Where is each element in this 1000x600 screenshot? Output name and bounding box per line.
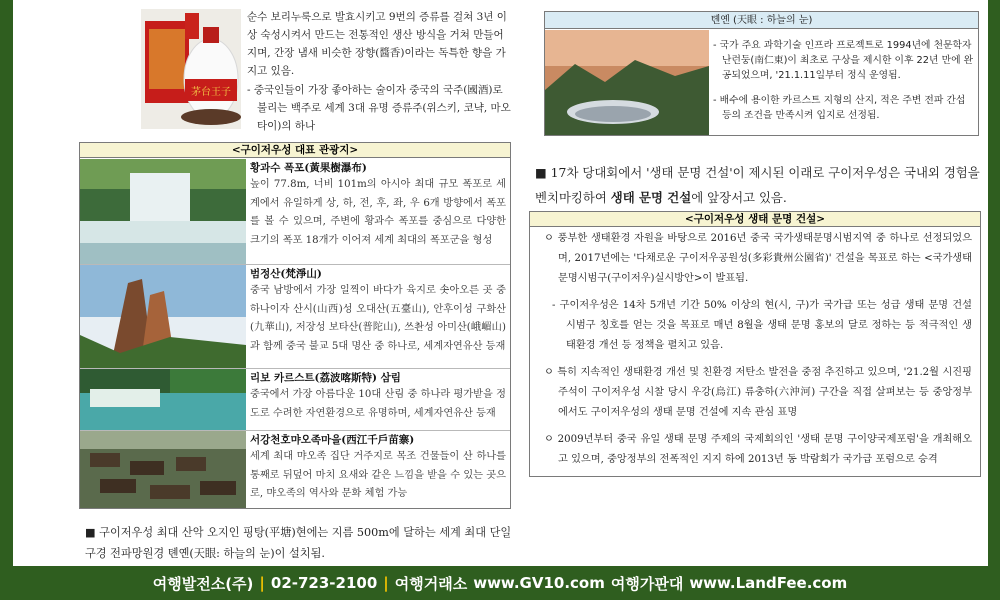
attraction-desc: 중국에서 가장 아름다운 10대 산림 중 하나라 평가받을 정도로 수려한 자연환경으로 유명하며, 세계자연유산 등재: [250, 389, 506, 419]
attraction-desc: 세계 최대 먀오족 집단 거주지로 목조 건물들이 산 하나를 통째로 뒤덮어 마치 요새와 같은 느낌을 받을 수 있는 곳으로, 먀오족의 역사와 문화 체험 가능: [250, 451, 506, 499]
telescope-image: [545, 30, 709, 135]
intro-text-bold: 생태 문명 건설: [610, 190, 692, 205]
tianyan-title: 톈옌 (天眼 : 하늘의 눈): [545, 12, 978, 29]
liquor-label-text: 茅台王子: [191, 87, 231, 98]
liquor-description: [247, 8, 511, 135]
liquor-paragraph-2: - 중국인들이 가장 좋아하는 술이자 중국의 국주(國酒)로 불리는 백주로 세계 3대 유명 증류주(위스키, 코냑, 마오타이)의 하나: [247, 84, 511, 132]
eco-civilization-box: [529, 211, 981, 477]
footer-site-1[interactable]: www.GV10.com: [473, 574, 605, 592]
attraction-name: 황과수 폭포(黃果樹瀑布): [250, 162, 367, 174]
attractions-title: <구이저우성 대표 관광지>: [80, 143, 510, 158]
attractions-table: [79, 142, 511, 509]
attraction-row: [80, 159, 510, 265]
telescope-bullet: [85, 522, 515, 564]
attraction-desc: 높이 77.8m, 너비 101m의 아시아 최대 규모 폭포로 세계에서 유일하게 상, 하, 전, 후, 좌, 우 6개 방향에서 폭포를 볼 수 있으며, 주변에 황과수 폭포를 중심으로 다양한 크기의 폭포 18개가 이어져 세계 최대의 폭포군을 형성: [250, 179, 506, 246]
eco-body: [544, 229, 972, 477]
attraction-row: [80, 431, 510, 508]
liquor-bottle-image: [141, 9, 241, 129]
eco-paragraph-3: ㅇ 특히 지속적인 생태환경 개선 및 친환경 저탄소 발전을 중점 추진하고 있으며, '21.2월 시진핑 주석이 구이저우성 시찰 당시 우강(烏江) 류충하(六沖河) 구간을 직접 살펴보는 등 중앙정부에서도 구이저우성의 생태 문명 건설에 지속 관심 표명: [544, 367, 972, 418]
tianyan-box: [544, 11, 979, 136]
liquor-paragraph-1: 순수 보리누룩으로 발효시키고 9번의 증류를 걸쳐 3년 이상 숙성시켜서 만드는 전통적인 생산 방식을 거쳐 만들어지며, 간장 냄새 비슷한 장향(醬香)이라는 독특한 향을 가지고 있음.: [247, 11, 507, 77]
tianyan-bullet-1: - 국가 주요 과학기술 인프라 프로젝트로 1994년에 천문학자 난런둥(南仁東)이 최초로 구상을 제시한 이후 22년 만에 완공되었으며, '21.1.11일부터 정식 운영됨.: [713, 40, 974, 81]
eco-paragraph-2: - 구이저우성은 14차 5개년 기간 50% 이상의 현(시, 구)가 국가급 또는 성급 생태 문명 건설 시범구 칭호를 얻는 것을 목표로 매년 8월을 생태 문명 홍보의 달로 정하는 등 적극적인 생태환경 개선 등 정책을 펼치고 있음.: [552, 300, 972, 351]
footer-separator: |: [259, 574, 265, 592]
eco-paragraph-1: ㅇ 풍부한 생태환경 자원을 바탕으로 2016년 중국 국가생태문명시범지역 중 하나로 선정되었으며, 2017년에는 '다채로운 구이저우공원성(多彩貴州公園省)' 건설을 목표로 하는 <국가생태문명시범구(구이저우)실시방안>이 발표됨.: [544, 233, 972, 284]
village-image: [80, 431, 246, 508]
intro-text-start: 17차 당대회에서 '생태 문명 건설'이 제시된 이래로 구이저우성은 국내외 경험을 벤치마킹하여: [535, 165, 980, 205]
attraction-name: 서강천호먀오족마을(西江千戶苗寨): [250, 434, 415, 446]
footer-bar: [0, 566, 1000, 600]
tianyan-text: [713, 38, 975, 133]
footer-site-2[interactable]: www.LandFee.com: [689, 574, 848, 592]
waterfall-image: [80, 159, 246, 264]
forest-image: [80, 369, 246, 430]
document-page: [13, 0, 988, 566]
mountain-image: [80, 265, 246, 368]
eco-paragraph-4: ㅇ 2009년부터 중국 유일 생태 문명 주제의 국제회의인 '생태 문명 구이양국제포럼'을 개최해오고 있으며, 중앙정부의 전폭적인 지지 하에 2013년 동 박람회가 국가급 포럼으로 승격: [544, 434, 972, 465]
attraction-row: [80, 265, 510, 369]
liquor-bottle-illustration: [141, 9, 241, 129]
attraction-name: 범정산(梵淨山): [250, 268, 322, 280]
ecology-intro-paragraph: [535, 160, 988, 210]
footer-exchange: 여행거래소: [394, 574, 468, 593]
bullet-marker: ■: [85, 526, 96, 539]
attraction-desc: 중국 남방에서 가장 일찍이 바다가 육지로 솟아오른 곳 중 하나이자 산시(山西)성 오대산(五臺山), 안후이성 구화산(九華山), 저장성 보타산(普陀山), 쓰촨성 아미산(峨嵋山)과 함께 중국 불교 5대 명산 중 하나로, 세계자연유산 등재: [250, 285, 506, 352]
tianyan-bullet-2: - 배수에 용이한 카르스트 지형의 산지, 적은 주변 전파 간섭 등의 조건을 만족시켜 입지로 선정됨.: [713, 95, 966, 121]
attraction-row: [80, 369, 510, 431]
footer-market: 여행가판대: [610, 574, 684, 593]
footer-phone: 02-723-2100: [270, 574, 378, 592]
eco-title: <구이저우성 생태 문명 건설>: [530, 212, 980, 227]
footer-company: 여행발전소(주): [152, 574, 254, 593]
footer-separator: |: [383, 574, 389, 592]
bullet-marker: ■: [535, 165, 547, 180]
attraction-name: 리보 카르스트(荔波喀斯特) 삼림: [250, 372, 401, 384]
bullet-text: 구이저우성 최대 산악 오지인 핑탕(平塘)현에는 지름 500m에 달하는 세계 최대 단일 구경 전파망원경 톈옌(天眼: 하늘의 눈)이 설치됨.: [85, 526, 512, 560]
intro-text-end: 에 앞장서고 있음.: [691, 190, 787, 205]
